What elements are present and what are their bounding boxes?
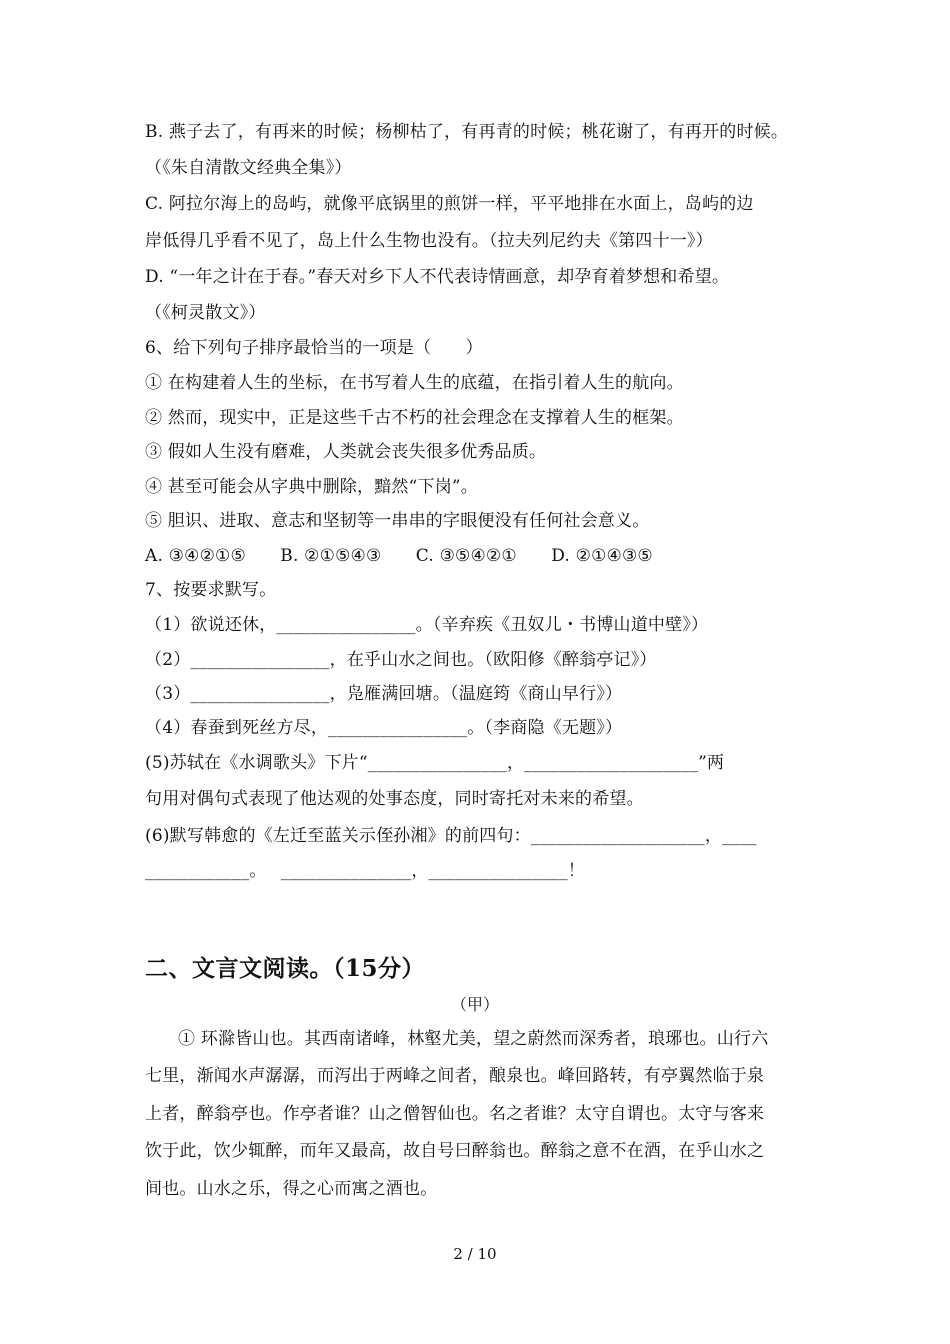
sentence-3: ③ 假如人生没有磨难，人类就会丧失很多优秀品质。 bbox=[145, 442, 547, 462]
passage-line: 七里，渐闻水声潺潺，而泻出于两峰之间者，酿泉也。峰回路转，有亭翼然临于泉 bbox=[145, 1066, 765, 1086]
option-d-line: D. “一年之计在于春。”春天对乡下人不代表诗情画意，却孕育着梦想和希望。 bbox=[145, 267, 730, 287]
sentence-4: ④ 甚至可能会从字典中删除，黯然“下岗”。 bbox=[145, 477, 478, 497]
dictation-2: （2）________________，在乎山水之间也。（欧阳修《醉翁亭记》） bbox=[145, 650, 657, 670]
passage-subtitle: （甲） bbox=[450, 995, 499, 1014]
dictation-3: （3）________________，凫雁满回塘。（温庭筠《商山早行》） bbox=[145, 684, 623, 704]
dictation-1: （1）欲说还休，________________。（辛弃疾《丑奴儿・书博山道中壁》） bbox=[145, 615, 709, 635]
dictation-5: (5)苏轼在《水调歌头》下片“________________，____________________”两 bbox=[145, 753, 725, 773]
sentence-2: ② 然而，现实中，正是这些千古不朽的社会理念在支撑着人生的框架。 bbox=[145, 408, 684, 428]
passage-line: 间也。山水之乐，得之心而寓之酒也。 bbox=[145, 1179, 438, 1199]
option-b-source: （《朱自清散文经典全集》） bbox=[145, 158, 352, 178]
passage-line: 饮于此，饮少辄醉，而年又最高，故自号曰醉翁也。醉翁之意不在酒，在乎山水之 bbox=[145, 1141, 765, 1161]
passage-line: 上者，醉翁亭也。作亭者谁？山之僧智仙也。名之者谁？太守自谓也。太守与客来 bbox=[145, 1104, 765, 1124]
dictation-6-cont: ____________。 _______________，________________！ bbox=[145, 861, 586, 881]
option-d-source: （《柯灵散文》） bbox=[145, 303, 266, 323]
dictation-6: (6)默写韩愈的《左迁至蓝关示侄孙湘》的前四句：____________________，____ bbox=[145, 826, 757, 846]
dictation-5-cont: 句用对偶句式表现了他达观的处事态度，同时寄托对未来的希望。 bbox=[145, 789, 644, 809]
question-7: 7、按要求默写。 bbox=[145, 580, 277, 600]
dictation-4: （4）春蚕到死丝方尽，________________。（李商隐《无题》） bbox=[145, 718, 623, 738]
passage-line: ① 环滁皆山也。其西南诸峰，林壑尤美，望之蔚然而深秀者，琅琊也。山行六 bbox=[178, 1029, 769, 1049]
option-c-line: C. 阿拉尔海上的岛屿，就像平底锅里的煎饼一样，平平地排在水面上，岛屿的边 bbox=[145, 194, 754, 214]
answer-options: A. ③④②①⑤ B. ②①⑤④③ C. ③⑤④②① D. ②①④③⑤ bbox=[145, 546, 653, 566]
sentence-1: ① 在构建着人生的坐标，在书写着人生的底蕴，在指引着人生的航向。 bbox=[145, 373, 684, 393]
option-c-line-2: 岸低得几乎看不见了，岛上什么生物也没有。（拉夫列尼约夫《第四十一》） bbox=[145, 231, 713, 251]
page-number: 2 / 10 bbox=[453, 1245, 497, 1263]
sentence-5: ⑤ 胆识、进取、意志和坚韧等一串串的字眼便没有任何社会意义。 bbox=[145, 511, 650, 531]
section-title: 二、文言文阅读。（15分） bbox=[145, 955, 426, 982]
option-b-line: B. 燕子去了，有再来的时候；杨柳枯了，有再青的时候；桃花谢了，有再开的时候。 bbox=[145, 122, 789, 142]
question-6: 6、给下列句子排序最恰当的一项是（ ） bbox=[145, 338, 483, 358]
